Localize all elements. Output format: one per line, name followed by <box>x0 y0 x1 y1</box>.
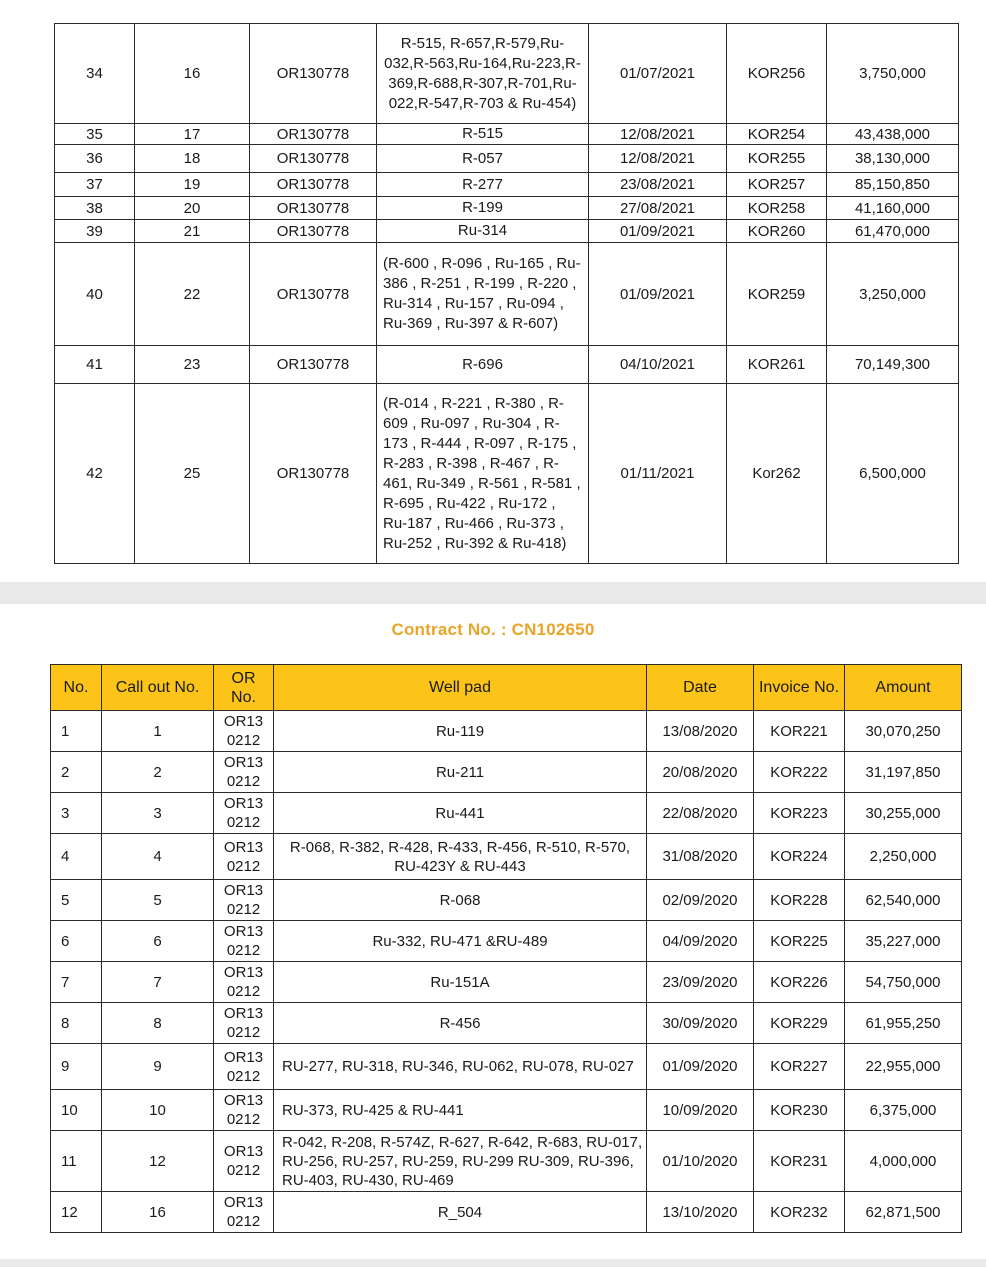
row-date: 27/08/2021 <box>589 197 727 220</box>
row-no: 2 <box>51 752 102 793</box>
row-callout: 7 <box>102 962 214 1003</box>
row-invoice: KOR224 <box>754 834 845 880</box>
row-callout: 19 <box>135 173 250 197</box>
contract-invoice-table <box>50 664 962 1233</box>
row-amount: 31,197,850 <box>845 752 962 793</box>
row-date: 30/09/2020 <box>647 1003 754 1044</box>
row-invoice: KOR228 <box>754 880 845 921</box>
row-callout: 5 <box>102 880 214 921</box>
row-callout: 21 <box>135 220 250 243</box>
row-no: 9 <box>51 1044 102 1090</box>
row-callout: 2 <box>102 752 214 793</box>
row-well-pad: R-277 <box>377 173 589 197</box>
row-amount: 85,150,850 <box>827 173 959 197</box>
row-no: 41 <box>55 346 135 384</box>
row-or-no: OR13 0212 <box>214 921 274 962</box>
row-callout: 22 <box>135 243 250 346</box>
row-no: 35 <box>55 124 135 145</box>
row-or-no: OR130778 <box>250 346 377 384</box>
row-amount: 54,750,000 <box>845 962 962 1003</box>
row-no: 1 <box>51 711 102 752</box>
row-or-no: OR13 0212 <box>214 880 274 921</box>
table-row <box>51 1090 962 1131</box>
row-date: 04/10/2021 <box>589 346 727 384</box>
row-no: 42 <box>55 384 135 564</box>
row-no: 10 <box>51 1090 102 1131</box>
row-amount: 38,130,000 <box>827 145 959 173</box>
row-or-no: OR13 0212 <box>214 711 274 752</box>
row-date: 01/09/2021 <box>589 220 727 243</box>
row-callout: 1 <box>102 711 214 752</box>
row-or-no: OR130778 <box>250 384 377 564</box>
row-amount: 4,000,000 <box>845 1131 962 1192</box>
row-amount: 61,470,000 <box>827 220 959 243</box>
row-date: 04/09/2020 <box>647 921 754 962</box>
row-or-no: OR13 0212 <box>214 752 274 793</box>
header-callout: Call out No. <box>102 665 214 711</box>
row-invoice: KOR257 <box>727 173 827 197</box>
row-invoice: KOR261 <box>727 346 827 384</box>
row-well-pad: Ru-211 <box>274 752 647 793</box>
row-invoice: KOR232 <box>754 1192 845 1233</box>
row-well-pad: Ru-441 <box>274 793 647 834</box>
row-callout: 23 <box>135 346 250 384</box>
row-date: 01/07/2021 <box>589 24 727 124</box>
row-well-pad: (R-014 , R-221 , R-380 , R-609 , Ru-097 , Ru-304 , R-173 , R-444 , R-097 , R-175 , R-283 , R-398 , R-467 , R-461, Ru-349 , R-561 , R-581 , R-695 , Ru-422 , Ru-172 , Ru-187 , Ru-466 , Ru-373 , Ru-252 , Ru-392 & Ru-418) <box>377 384 589 564</box>
row-amount: 30,255,000 <box>845 793 962 834</box>
row-no: 8 <box>51 1003 102 1044</box>
row-no: 6 <box>51 921 102 962</box>
table-row <box>51 921 962 962</box>
row-invoice: KOR260 <box>727 220 827 243</box>
row-date: 02/09/2020 <box>647 880 754 921</box>
table-row <box>55 197 959 220</box>
row-well-pad: Ru-314 <box>377 220 589 243</box>
row-date: 12/08/2021 <box>589 145 727 173</box>
top-document-page <box>0 0 986 582</box>
header-or-no: OR No. <box>214 665 274 711</box>
table-row <box>51 1192 962 1233</box>
table-row <box>51 834 962 880</box>
row-no: 7 <box>51 962 102 1003</box>
row-date: 23/08/2021 <box>589 173 727 197</box>
row-callout: 6 <box>102 921 214 962</box>
row-date: 31/08/2020 <box>647 834 754 880</box>
row-invoice: KOR225 <box>754 921 845 962</box>
row-well-pad: R-057 <box>377 145 589 173</box>
table-row <box>51 880 962 921</box>
row-callout: 18 <box>135 145 250 173</box>
row-no: 11 <box>51 1131 102 1192</box>
row-no: 3 <box>51 793 102 834</box>
row-amount: 6,500,000 <box>827 384 959 564</box>
row-callout: 10 <box>102 1090 214 1131</box>
row-invoice: KOR226 <box>754 962 845 1003</box>
row-no: 4 <box>51 834 102 880</box>
row-callout: 25 <box>135 384 250 564</box>
row-date: 13/08/2020 <box>647 711 754 752</box>
row-well-pad: Ru-332, RU-471 &RU-489 <box>274 921 647 962</box>
row-well-pad: R-068, R-382, R-428, R-433, R-456, R-510, R-570, RU-423Y & RU-443 <box>274 834 647 880</box>
row-well-pad: R-515 <box>377 124 589 145</box>
row-date: 01/09/2021 <box>589 243 727 346</box>
row-date: 20/08/2020 <box>647 752 754 793</box>
row-or-no: OR13 0212 <box>214 962 274 1003</box>
header-invoice: Invoice No. <box>754 665 845 711</box>
header-no: No. <box>51 665 102 711</box>
row-no: 39 <box>55 220 135 243</box>
row-invoice: KOR221 <box>754 711 845 752</box>
row-well-pad: R_504 <box>274 1192 647 1233</box>
row-no: 12 <box>51 1192 102 1233</box>
row-invoice: KOR230 <box>754 1090 845 1131</box>
row-callout: 3 <box>102 793 214 834</box>
row-or-no: OR130778 <box>250 220 377 243</box>
row-invoice: KOR227 <box>754 1044 845 1090</box>
row-invoice: KOR254 <box>727 124 827 145</box>
row-callout: 16 <box>135 24 250 124</box>
row-invoice: KOR255 <box>727 145 827 173</box>
row-amount: 30,070,250 <box>845 711 962 752</box>
row-or-no: OR130778 <box>250 124 377 145</box>
header-amount: Amount <box>845 665 962 711</box>
row-or-no: OR13 0212 <box>214 793 274 834</box>
row-or-no: OR13 0212 <box>214 1003 274 1044</box>
row-amount: 62,540,000 <box>845 880 962 921</box>
table-row <box>55 243 959 346</box>
table-row <box>51 1044 962 1090</box>
row-callout: 8 <box>102 1003 214 1044</box>
row-date: 01/10/2020 <box>647 1131 754 1192</box>
table-row <box>51 1131 962 1192</box>
table-row <box>55 124 959 145</box>
row-or-no: OR130778 <box>250 173 377 197</box>
table-row <box>51 711 962 752</box>
row-well-pad: R-199 <box>377 197 589 220</box>
row-amount: 3,250,000 <box>827 243 959 346</box>
row-date: 01/09/2020 <box>647 1044 754 1090</box>
table-row <box>55 173 959 197</box>
row-or-no: OR130778 <box>250 243 377 346</box>
row-date: 01/11/2021 <box>589 384 727 564</box>
row-amount: 6,375,000 <box>845 1090 962 1131</box>
contract-title: Contract No. : CN102650 <box>391 620 595 639</box>
row-date: 10/09/2020 <box>647 1090 754 1131</box>
table-row <box>51 1003 962 1044</box>
row-amount: 3,750,000 <box>827 24 959 124</box>
row-well-pad: Ru-119 <box>274 711 647 752</box>
table-row <box>55 346 959 384</box>
row-amount: 41,160,000 <box>827 197 959 220</box>
row-date: 23/09/2020 <box>647 962 754 1003</box>
row-or-no: OR13 0212 <box>214 1192 274 1233</box>
row-well-pad: (R-600 , R-096 , Ru-165 , Ru-386 , R-251 , R-199 , R-220 , Ru-314 , Ru-157 , Ru-094 , Ru-369 , Ru-397 & R-607) <box>377 243 589 346</box>
row-invoice: KOR231 <box>754 1131 845 1192</box>
table-row <box>51 793 962 834</box>
row-or-no: OR13 0212 <box>214 1044 274 1090</box>
row-invoice: KOR259 <box>727 243 827 346</box>
row-invoice: KOR223 <box>754 793 845 834</box>
row-no: 5 <box>51 880 102 921</box>
table-row <box>51 752 962 793</box>
row-well-pad: RU-373, RU-425 & RU-441 <box>274 1090 647 1131</box>
row-well-pad: Ru-151A <box>274 962 647 1003</box>
row-well-pad: R-068 <box>274 880 647 921</box>
row-well-pad: RU-277, RU-318, RU-346, RU-062, RU-078, RU-027 <box>274 1044 647 1090</box>
row-no: 40 <box>55 243 135 346</box>
row-callout: 20 <box>135 197 250 220</box>
row-callout: 12 <box>102 1131 214 1192</box>
row-invoice: Kor262 <box>727 384 827 564</box>
row-no: 38 <box>55 197 135 220</box>
row-date: 12/08/2021 <box>589 124 727 145</box>
header-date: Date <box>647 665 754 711</box>
table-row <box>51 962 962 1003</box>
row-or-no: OR130778 <box>250 145 377 173</box>
row-no: 34 <box>55 24 135 124</box>
table-row <box>55 24 959 124</box>
row-amount: 61,955,250 <box>845 1003 962 1044</box>
row-amount: 2,250,000 <box>845 834 962 880</box>
row-no: 37 <box>55 173 135 197</box>
row-invoice: KOR258 <box>727 197 827 220</box>
row-date: 13/10/2020 <box>647 1192 754 1233</box>
row-date: 22/08/2020 <box>647 793 754 834</box>
row-amount: 62,871,500 <box>845 1192 962 1233</box>
row-or-no: OR13 0212 <box>214 1131 274 1192</box>
row-or-no: OR130778 <box>250 24 377 124</box>
row-callout: 4 <box>102 834 214 880</box>
table-row <box>55 384 959 564</box>
top-invoice-table <box>54 23 959 564</box>
row-amount: 70,149,300 <box>827 346 959 384</box>
row-callout: 9 <box>102 1044 214 1090</box>
table-row <box>55 145 959 173</box>
row-well-pad: R-456 <box>274 1003 647 1044</box>
row-or-no: OR130778 <box>250 197 377 220</box>
header-well-pad: Well pad <box>274 665 647 711</box>
row-amount: 22,955,000 <box>845 1044 962 1090</box>
row-or-no: OR13 0212 <box>214 1090 274 1131</box>
row-amount: 43,438,000 <box>827 124 959 145</box>
row-invoice: KOR229 <box>754 1003 845 1044</box>
row-amount: 35,227,000 <box>845 921 962 962</box>
row-or-no: OR13 0212 <box>214 834 274 880</box>
row-callout: 17 <box>135 124 250 145</box>
row-well-pad: R-696 <box>377 346 589 384</box>
row-no: 36 <box>55 145 135 173</box>
row-well-pad: R-042, R-208, R-574Z, R-627, R-642, R-683, RU-017, RU-256, RU-257, RU-259, RU-299 RU-309, RU-396, RU-403, RU-430, RU-469 <box>274 1131 647 1192</box>
table-row <box>55 220 959 243</box>
row-invoice: KOR222 <box>754 752 845 793</box>
row-invoice: KOR256 <box>727 24 827 124</box>
row-callout: 16 <box>102 1192 214 1233</box>
table-header-row <box>51 665 962 711</box>
bottom-document-page <box>0 604 986 1259</box>
row-well-pad: R-515, R-657,R-579,Ru-032,R-563,Ru-164,Ru-223,R-369,R-688,R-307,R-701,Ru-022,R-547,R-703 & Ru-454) <box>377 24 589 124</box>
